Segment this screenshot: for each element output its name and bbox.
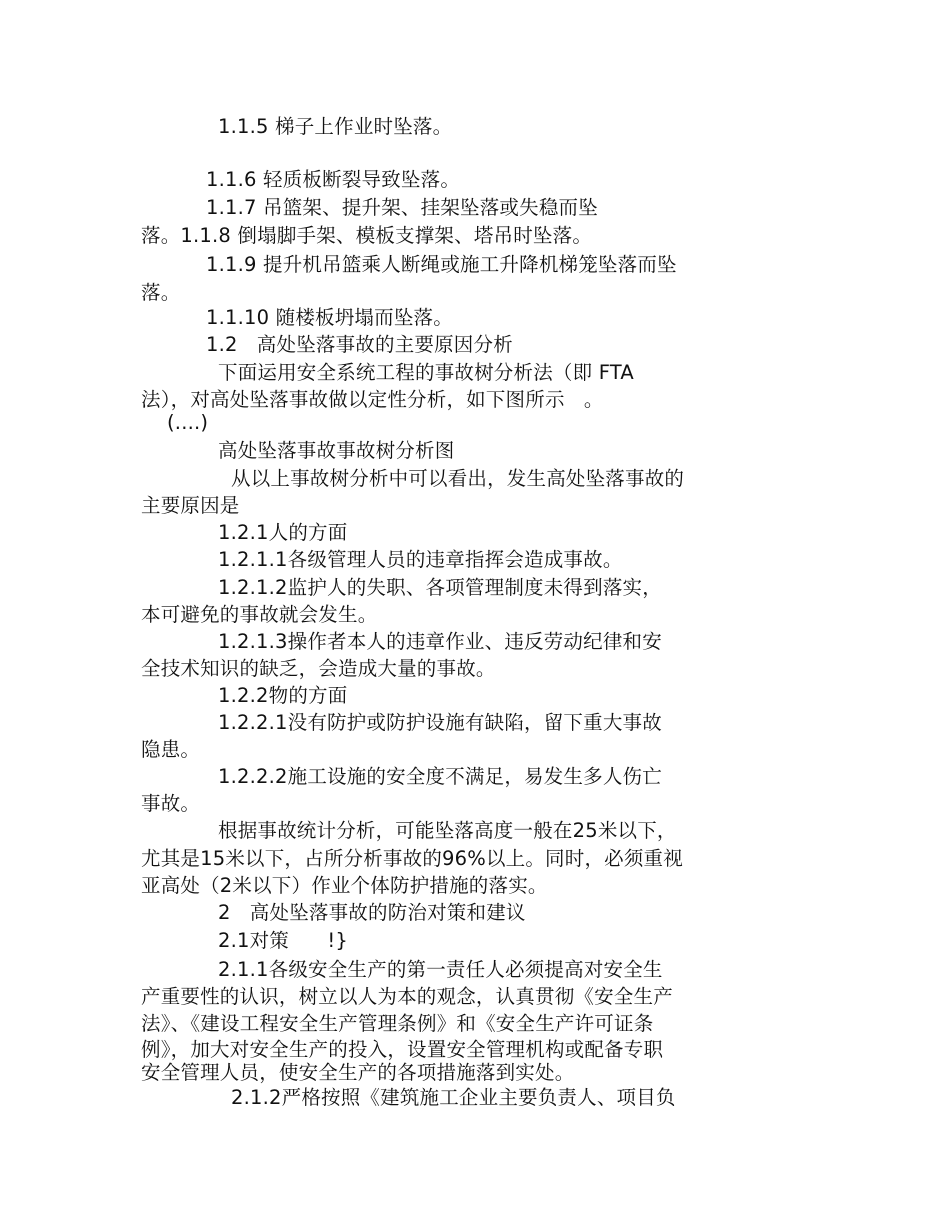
text-line: 主要原因是	[141, 494, 240, 517]
text-line: 1.1.6 轻质板断裂导致坠落。	[206, 168, 461, 191]
text-line: 1.2.1.1各级管理人员的违章指挥会造成事故。	[218, 548, 623, 571]
text-line: 隐患。	[141, 738, 201, 761]
figure-placeholder: (....)	[167, 411, 209, 434]
text-line: 安全管理人员，使安全生产的各项措施落到实处。	[141, 1061, 575, 1084]
text-line: 2.1.1各级安全生产的第一责任人必须提高对安全生	[218, 958, 663, 981]
text-line: 全技术知识的缺乏，会造成大量的事故。	[141, 657, 496, 680]
text-line: 1.2.1.3操作者本人的违章作业、违反劳动纪律和安	[218, 630, 662, 653]
section-heading: 1.2.1人的方面	[218, 521, 348, 544]
text-line: 1.2.1.2监护人的失职、各项管理制度未得到落实，	[218, 576, 662, 599]
text-line: 亚高处（2米以下）作业个体防护措施的落实。	[141, 874, 548, 897]
text-line: 1.1.7 吊篮架、提升架、挂架坠落或失稳而坠	[206, 196, 598, 219]
text-line: 2.1.2严格按照《建筑施工企业主要负责人、项目负	[231, 1086, 676, 1109]
text-line: 尤其是15米以下，占所分析事故的96%以上。同时，必须重视	[141, 847, 683, 870]
text-line: 例》，加大对安全生产的投入，设置安全管理机构或配备专职	[141, 1038, 664, 1061]
text-line: 事故。	[141, 792, 201, 815]
text-line: 1.2.2.1没有防护或防护设施有缺陷，留下重大事故	[218, 711, 662, 734]
text-line: 法），对高处坠落事故做以定性分析，如下图所示 。	[141, 388, 604, 411]
text-line: 1.1.9 提升机吊篮乘人断绳或施工升降机梯笼坠落而坠	[206, 253, 677, 276]
text-line: 1.2.2.2施工设施的安全度不满足，易发生多人伤亡	[218, 765, 662, 788]
section-heading: 2 高处坠落事故的防治对策和建议	[218, 901, 526, 924]
text-line: 1.1.5 梯子上作业时坠落。	[218, 115, 453, 138]
text-line: 下面运用安全系统工程的事故树分析法（即 FTA	[218, 361, 634, 384]
text-line: 法》、《建设工程安全生产管理条例》和《安全生产许可证条	[141, 1012, 654, 1035]
section-heading: 2.1对策 !}	[218, 929, 349, 952]
section-heading: 1.2.2物的方面	[218, 684, 348, 707]
text-line: 落。1.1.8 倒塌脚手架、模板支撑架、塔吊时坠落。	[141, 224, 593, 247]
text-line: 落。	[141, 281, 181, 304]
section-heading: 1.2 高处坠落事故的主要原因分析	[206, 333, 513, 356]
text-line: 本可避免的事故就会发生。	[141, 603, 378, 626]
text-line: 产重要性的认识，树立以人为本的观念，认真贯彻《安全生产	[141, 985, 673, 1008]
figure-caption: 高处坠落事故事故树分析图	[218, 439, 455, 462]
text-line: 从以上事故树分析中可以看出，发生高处坠落事故的	[231, 467, 685, 490]
text-line: 1.1.10 随楼板坍塌而坠落。	[206, 306, 453, 329]
text-line: 根据事故统计分析，可能坠落高度一般在25米以下，	[218, 819, 677, 842]
